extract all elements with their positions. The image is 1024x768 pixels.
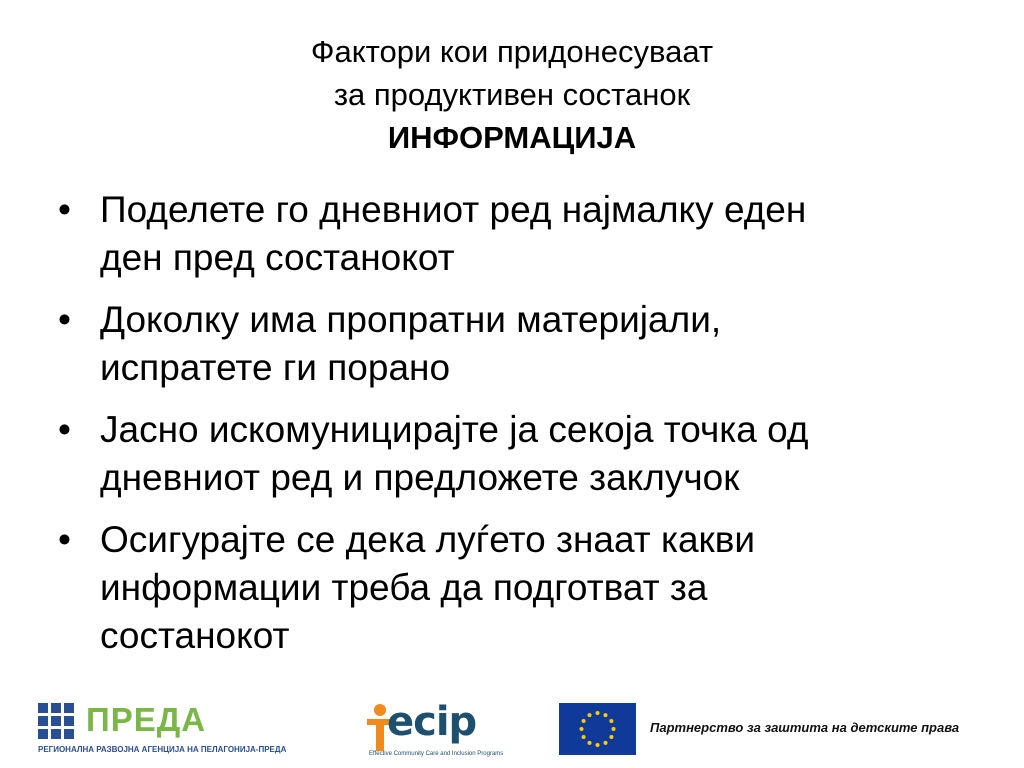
eu-flag-icon	[559, 703, 636, 755]
partnership-text: Партнерство за заштита на детските права	[650, 720, 960, 735]
bullet-line: информации треба да подготват за	[100, 567, 708, 608]
bullet-line: ден пред состанокот	[100, 237, 455, 278]
ecip-logo-text: ecip	[387, 699, 477, 745]
bullet-dot-icon: •	[58, 519, 71, 560]
title-line-2: за продуктивен состанок	[333, 77, 691, 112]
ecip-logo-subtitle: Effective Community Care and Inclusion Programs	[369, 751, 504, 757]
bullet-line: Поделете го дневниот ред најмалку еден	[100, 189, 807, 230]
bullet-list	[58, 186, 958, 674]
title-line-1: Фактори кои придонесуваат	[310, 34, 714, 69]
bullet-dot-icon: •	[58, 189, 71, 230]
bullet-item	[58, 186, 958, 282]
bullet-item	[58, 406, 958, 502]
bullet-line: Доколку има пропратни материјали,	[100, 299, 722, 340]
bullet-line: состанокот	[100, 615, 290, 656]
preda-logo-subtitle: РЕГИОНАЛНА РАЗВОЈНА АГЕНЦИЈА НА ПЕЛАГОНИЈА-ПРЕДА	[38, 745, 287, 754]
preda-grid-icon	[38, 703, 78, 739]
bullet-dot-icon: •	[58, 299, 71, 340]
slide-title	[0, 30, 1024, 159]
footer	[0, 695, 1024, 768]
title-line-3: ИНФОРМАЦИЈА	[387, 120, 637, 155]
bullet-line: Јасно искомуницирајте ја секоја точка од	[100, 409, 809, 450]
bullet-line: дневниот ред и предложете заклучок	[100, 457, 740, 498]
bullet-line: Осигурајте се дека луѓето знаат какви	[100, 519, 756, 560]
bullet-item	[58, 296, 958, 392]
bullet-dot-icon: •	[58, 409, 71, 450]
bullet-line: испратете ги порано	[100, 347, 451, 388]
ecip-logo	[365, 699, 504, 761]
bullet-item	[58, 516, 958, 660]
preda-logo-text: ПРЕДА	[86, 701, 207, 738]
